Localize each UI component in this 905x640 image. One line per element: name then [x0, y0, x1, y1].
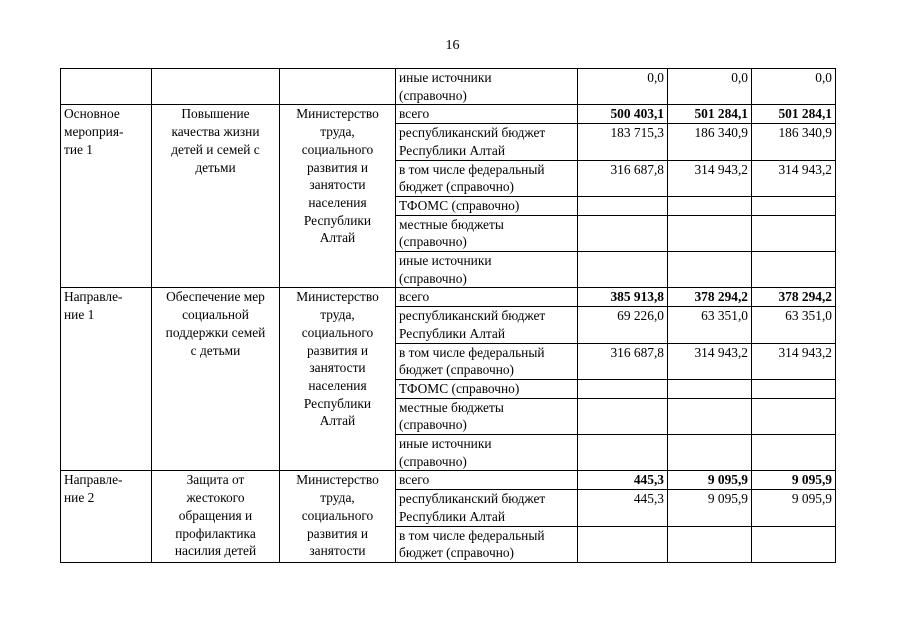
cell-line: занятости	[309, 543, 366, 559]
value-cell	[578, 435, 668, 471]
cell-line: социальной	[182, 307, 249, 323]
value-cell	[752, 252, 836, 288]
value-cell: 0,0	[668, 69, 752, 105]
cell-line: (справочно)	[399, 453, 467, 469]
cell-line: Республики Алтай	[399, 142, 506, 158]
source-label	[396, 307, 578, 343]
source-label	[396, 343, 578, 379]
cell-line: ТФОМС (справочно)	[399, 380, 520, 396]
value-cell: 314 943,2	[752, 160, 836, 196]
cell-line: Республики Алтай	[399, 508, 506, 524]
value-cell	[578, 398, 668, 434]
value-cell	[668, 526, 752, 562]
value-cell	[668, 252, 752, 288]
source-label	[396, 69, 578, 105]
activity-name	[61, 471, 152, 563]
cell-line: местные бюджеты	[399, 399, 504, 415]
budget-table	[60, 68, 836, 563]
value-cell: 314 943,2	[668, 160, 752, 196]
cell-line: в том числе федеральный	[399, 161, 545, 177]
value-cell: 445,3	[578, 490, 668, 526]
source-label	[396, 252, 578, 288]
value-cell: 378 294,2	[668, 288, 752, 307]
cell-line: социального	[301, 324, 374, 340]
cell-line: местные бюджеты	[399, 216, 504, 232]
cell-line: всего	[399, 472, 430, 488]
value-cell	[668, 215, 752, 251]
cell-line: иные источники	[399, 436, 492, 452]
cell-line: труда,	[320, 490, 355, 506]
value-cell	[578, 252, 668, 288]
value-cell: 378 294,2	[752, 288, 836, 307]
table-row	[61, 69, 836, 105]
cell-line: социального	[301, 507, 374, 523]
page-number: 16	[445, 38, 460, 53]
source-label	[396, 105, 578, 124]
cell-line: Министерство	[296, 289, 379, 305]
source-label	[396, 288, 578, 307]
cell-line: Основное	[64, 106, 120, 122]
source-label	[396, 435, 578, 471]
value-cell: 316 687,8	[578, 343, 668, 379]
empty-cell	[280, 69, 396, 105]
value-cell: 9 095,9	[668, 471, 752, 490]
cell-line: жестокого	[186, 490, 245, 506]
cell-line: насилия детей	[174, 543, 257, 559]
cell-line: детей и семей с	[171, 141, 260, 157]
value-cell: 501 284,1	[752, 105, 836, 124]
cell-line: в том числе федеральный	[399, 527, 545, 543]
cell-line: (справочно)	[399, 270, 467, 286]
cell-line: развития и	[306, 342, 369, 358]
cell-line: Повышение	[181, 106, 250, 122]
cell-line: в том числе федеральный	[399, 344, 545, 360]
executor	[280, 288, 396, 471]
empty-cell	[61, 69, 152, 105]
source-label	[396, 379, 578, 398]
cell-line: республиканский бюджет	[399, 308, 546, 324]
cell-line: Республики	[303, 395, 372, 411]
cell-line: Республики Алтай	[399, 325, 506, 341]
cell-line: Алтай	[319, 230, 356, 246]
table-row	[61, 288, 836, 307]
source-label	[396, 124, 578, 160]
value-cell	[752, 398, 836, 434]
activity-description	[152, 471, 280, 563]
value-cell	[668, 196, 752, 215]
value-cell: 63 351,0	[668, 307, 752, 343]
cell-line: Республики	[303, 212, 372, 228]
value-cell: 69 226,0	[578, 307, 668, 343]
source-label	[396, 398, 578, 434]
cell-line: Направле-	[64, 472, 123, 488]
cell-line: социального	[301, 141, 374, 157]
empty-cell	[152, 69, 280, 105]
value-cell: 385 913,8	[578, 288, 668, 307]
value-cell: 9 095,9	[752, 471, 836, 490]
value-cell: 63 351,0	[752, 307, 836, 343]
cell-line: населения	[308, 194, 367, 210]
cell-line: детьми	[195, 159, 236, 175]
cell-line: с детьми	[190, 342, 241, 358]
value-cell	[578, 526, 668, 562]
cell-line: Алтай	[319, 413, 356, 429]
cell-line: (справочно)	[399, 234, 467, 250]
value-cell: 316 687,8	[578, 160, 668, 196]
cell-line: бюджет (справочно)	[399, 179, 515, 195]
table-row	[61, 471, 836, 490]
cell-line: ние 2	[64, 490, 95, 506]
source-label	[396, 490, 578, 526]
executor	[280, 471, 396, 563]
value-cell	[578, 196, 668, 215]
source-label	[396, 215, 578, 251]
activity-description	[152, 105, 280, 288]
source-label	[396, 471, 578, 490]
source-label	[396, 526, 578, 562]
cell-line: труда,	[320, 307, 355, 323]
cell-line: профилактика	[175, 525, 256, 541]
value-cell: 9 095,9	[668, 490, 752, 526]
value-cell: 500 403,1	[578, 105, 668, 124]
cell-line: труда,	[320, 124, 355, 140]
cell-line: обращения и	[178, 507, 253, 523]
activity-name	[61, 288, 152, 471]
cell-line: республиканский бюджет	[399, 125, 546, 141]
cell-line: (справочно)	[399, 87, 467, 103]
value-cell	[752, 526, 836, 562]
cell-line: поддержки семей	[165, 324, 266, 340]
cell-line: республиканский бюджет	[399, 491, 546, 507]
value-cell: 9 095,9	[752, 490, 836, 526]
cell-line: занятости	[309, 177, 366, 193]
executor	[280, 105, 396, 288]
cell-line: (справочно)	[399, 417, 467, 433]
cell-line: Направле-	[64, 289, 123, 305]
cell-line: тие 1	[64, 141, 94, 157]
cell-line: иные источники	[399, 253, 492, 269]
cell-line: Обеспечение мер	[166, 289, 265, 305]
source-label	[396, 196, 578, 215]
cell-line: иные источники	[399, 70, 492, 85]
cell-line: всего	[399, 106, 430, 122]
activity-name	[61, 105, 152, 288]
value-cell	[752, 215, 836, 251]
value-cell	[752, 196, 836, 215]
cell-line: Министерство	[296, 472, 379, 488]
value-cell: 0,0	[752, 69, 836, 105]
activity-description	[152, 288, 280, 471]
value-cell	[668, 398, 752, 434]
table-row	[61, 105, 836, 124]
cell-line: Защита от	[186, 472, 245, 488]
value-cell: 501 284,1	[668, 105, 752, 124]
cell-line: мероприя-	[64, 124, 124, 140]
source-label	[396, 160, 578, 196]
value-cell: 186 340,9	[752, 124, 836, 160]
value-cell	[752, 435, 836, 471]
cell-line: населения	[308, 377, 367, 393]
value-cell: 183 715,3	[578, 124, 668, 160]
value-cell: 0,0	[578, 69, 668, 105]
value-cell: 314 943,2	[752, 343, 836, 379]
cell-line: развития и	[306, 159, 369, 175]
cell-line: бюджет (справочно)	[399, 362, 515, 378]
value-cell: 186 340,9	[668, 124, 752, 160]
value-cell	[578, 379, 668, 398]
cell-line: ТФОМС (справочно)	[399, 197, 520, 213]
cell-line: всего	[399, 289, 430, 305]
value-cell	[578, 215, 668, 251]
cell-line: ние 1	[64, 307, 95, 323]
cell-line: качества жизни	[171, 124, 260, 140]
cell-line: бюджет (справочно)	[399, 545, 515, 561]
value-cell: 314 943,2	[668, 343, 752, 379]
cell-line: развития и	[306, 525, 369, 541]
value-cell	[668, 435, 752, 471]
value-cell: 445,3	[578, 471, 668, 490]
cell-line: занятости	[309, 360, 366, 376]
value-cell	[668, 379, 752, 398]
value-cell	[752, 379, 836, 398]
cell-line: Министерство	[296, 106, 379, 122]
